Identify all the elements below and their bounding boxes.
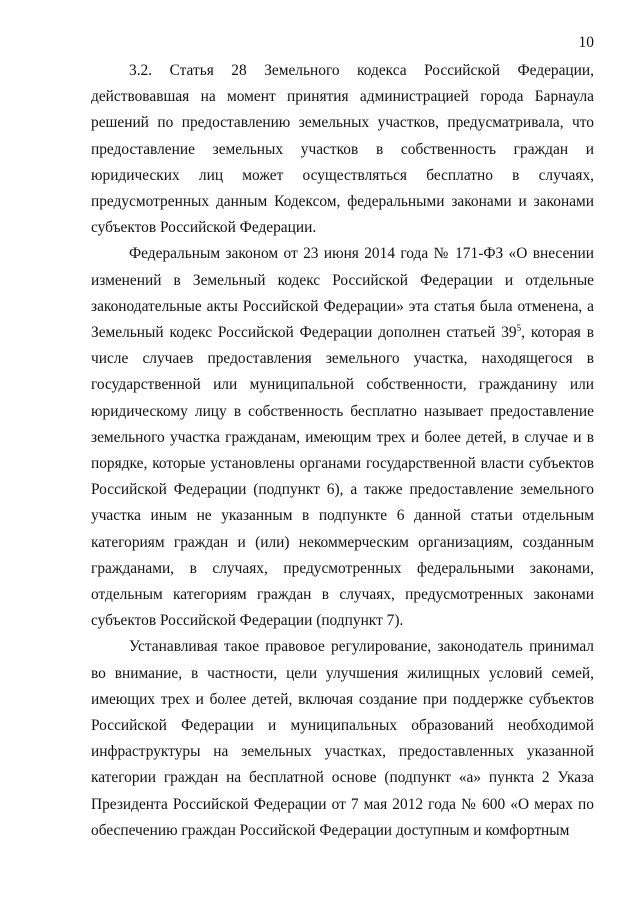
article-superscript: 5 [516,322,522,333]
paragraph-federal-law [91,241,594,634]
paragraph-article-28: 3.2. Статья 28 Земельного кодекса Российской Федерации, действовавшая на момент принятия администрацией города Барнаула решений по предоставлению земельных участков, предусматривала, что предоставление земельных участков в собственность граждан и юридических лиц может осуществляться бесплатно в случаях, предусмотренных данным Кодексом, федеральными законами и законами субъектов Российской Федерации. [91,62,594,237]
paragraph-federal-law-text-after: , которая в числе случаев предоставления земельного участка, находящегося в государственной или муниципальной собственности, гражданину или юридическому лицу в собственность бесплатно называет предоставление земельного участка гражданам, имеющим трех и более детей, в случае и в порядке, которые установлены органами государственной власти субъектов Российской Федерации (подпункт 6), а также предоставление земельного участка иным не указанным в подпункте 6 данной статьи отдельным категориям граждан и (или) некоммерческим организациям, созданным гражданами, в случаях, предусмотренных федеральными законами, отдельным категориям граждан в случаях, предусмотренных законами субъектов Российской Федерации (подпункт 7). [91,324,594,630]
paragraph-legislator-intent: Устанавливая такое правовое регулирование, законодатель принимал во внимание, в частности, цели улучшения жилищных условий семей, имеющих трех и более детей, включая создание при поддержке субъектов Российской Федерации и муниципальных образований необходимой инфраструктуры на земельных участках, предоставленных указанной категории граждан на бесплатной основе (подпункт «а» пункта 2 Указа Президента Российской Федерации от 7 мая 2012 года № 600 «О мерах по обеспечению граждан Российской Федерации доступным и комфортным [91,638,594,839]
page-number: 10 [578,34,594,51]
document-body [91,58,594,844]
paragraph-federal-law-text-before: Федеральным законом от 23 июня 2014 года № 171-ФЗ «О внесении изменений в Земельный кодекс Российской Федерации и отдельные законодательные акты Российской Федерации» эта статья была отменена, а Земельный кодекс Российской Федерации дополнен статьей 39 [91,245,594,342]
